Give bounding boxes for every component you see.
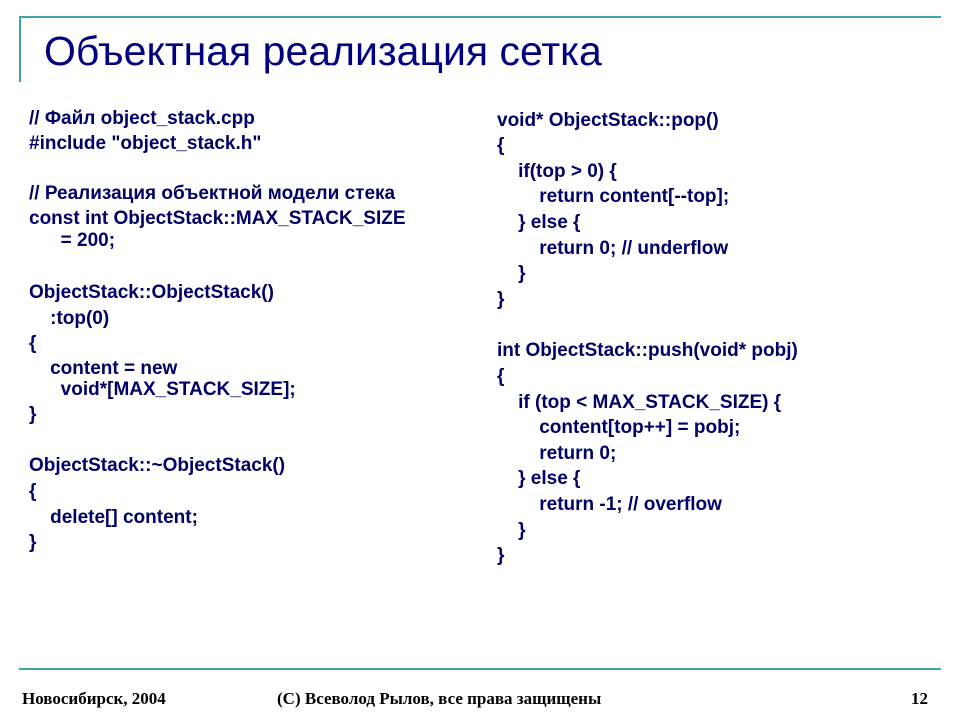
code-line: return 0; — [497, 443, 617, 464]
code-line: } else { — [497, 468, 581, 489]
code-line: } — [497, 545, 505, 566]
code-line: = 200; — [29, 230, 116, 251]
code-line: const int ObjectStack::MAX_STACK_SIZE — [29, 208, 406, 229]
code-line: delete[] content; — [29, 507, 198, 528]
code-line: } — [497, 520, 526, 541]
code-line: return content[--top]; — [497, 186, 730, 207]
footer-copyright: (C) Всеволод Рылов, все права защищены — [277, 689, 602, 708]
slide-page-number: 12 — [911, 689, 928, 708]
footer-location-year: Новосибирск, 2004 — [22, 689, 166, 708]
code-line: } else { — [497, 212, 581, 233]
code-line: ObjectStack::ObjectStack() — [29, 282, 274, 303]
slide-title: Объектная реализация сетка — [44, 28, 602, 74]
code-line: void*[MAX_STACK_SIZE]; — [29, 379, 296, 400]
code-line: } — [29, 404, 37, 425]
code-line: } — [29, 532, 37, 553]
code-line: } — [497, 289, 505, 310]
code-line: } — [497, 263, 526, 284]
code-line: if (top < MAX_STACK_SIZE) { — [497, 392, 782, 413]
code-line: content[top++] = pobj; — [497, 417, 741, 438]
code-line: { — [497, 135, 505, 156]
code-line: { — [497, 366, 505, 387]
code-line: if(top > 0) { — [497, 161, 617, 182]
title-frame-horizontal-rule — [19, 16, 941, 18]
code-line: void* ObjectStack::pop() — [497, 110, 719, 131]
footer-rule — [19, 668, 941, 670]
code-line: #include "object_stack.h" — [29, 133, 262, 154]
code-line: ObjectStack::~ObjectStack() — [29, 455, 286, 476]
code-line: { — [29, 481, 37, 502]
code-line: content = new — [29, 358, 178, 379]
code-line: return 0; // underflow — [497, 238, 729, 259]
code-line: return -1; // overflow — [497, 494, 722, 515]
code-line: { — [29, 333, 37, 354]
code-line: // Файл object_stack.cpp — [29, 108, 255, 129]
title-frame-vertical-rule — [19, 16, 21, 82]
code-line: int ObjectStack::push(void* pobj) — [497, 340, 798, 361]
code-line: :top(0) — [29, 308, 110, 329]
code-line: // Реализация объектной модели стека — [29, 183, 396, 204]
